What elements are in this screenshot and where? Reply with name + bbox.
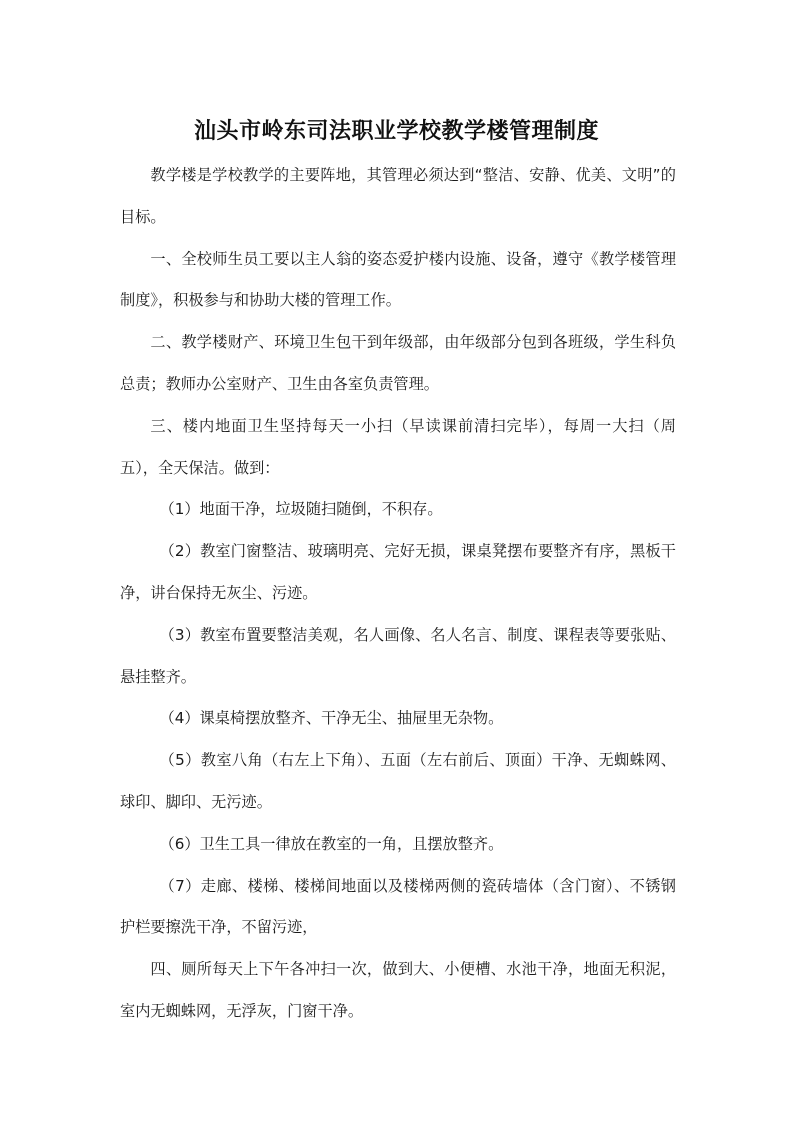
- paragraph-rule-3: 三、楼内地面卫生坚持每天一小扫（早读课前清扫完毕），每周一大扫（周五），全天保洁。做到：: [120, 416, 676, 477]
- list-item-7: （7）走廊、楼梯、楼梯间地面以及楼梯两侧的瓷砖墙体（含门窗）、不锈钢护栏要擦洗干净，不留污迹，: [120, 876, 676, 937]
- list-item-5: （5）教室八角（右左上下角）、五面（左右前后、顶面）干净、无蜘蛛网、球印、脚印、无污迹。: [120, 751, 676, 811]
- paragraph-intro: 教学楼是学校教学的主要阵地，其管理必须达到“整洁、安静、优美、文明”的目标。: [120, 166, 676, 226]
- paragraph-rule-1: 一、全校师生员工要以主人翁的姿态爱护楼内设施、设备，遵守《教学楼管理制度》，积极参与和协助大楼的管理工作。: [120, 249, 676, 310]
- document-body: [120, 155, 676, 1033]
- paragraph-rule-2: 二、教学楼财产、环境卫生包干到年级部，由年级部分包到各班级，学生科负总责；教师办公室财产、卫生由各室负责管理。: [120, 333, 676, 393]
- paragraph-rule-4: 四、厕所每天上下午各冲扫一次，做到大、小便槽、水池干净，地面无积泥，室内无蜘蛛网，无浮灰，门窗干净。: [120, 960, 676, 1020]
- list-item-4: （4）课桌椅摆放整齐、干净无尘、抽屉里无杂物。: [159, 709, 504, 728]
- list-item-2: （2）教室门窗整洁、玻璃明亮、完好无损，课桌凳摆布要整齐有序，黑板干净，讲台保持无灰尘、污迹。: [120, 542, 676, 602]
- list-item-6: （6）卫生工具一律放在教室的一角，且摆放整齐。: [159, 834, 504, 853]
- list-item-1: （1）地面干净，垃圾随扫随倒，不积存。: [159, 500, 443, 519]
- document-title: 汕头市岭东司法职业学校教学楼管理制度: [193, 118, 599, 144]
- list-item-3: （3）教室布置要整洁美观，名人画像、名人名言、制度、课程表等要张贴、悬挂整齐。: [120, 625, 676, 686]
